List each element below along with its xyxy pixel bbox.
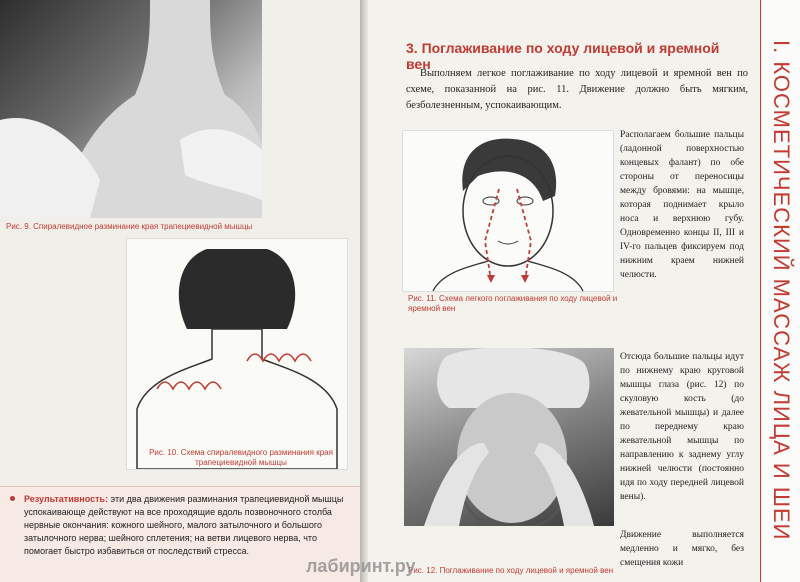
- instruction-paragraph-1: Располагаем большие пальцы (ладонной поверхностью концевых фалант) по обе стороны от переносицы между бровями: на мышце, которая поднимает крыло носа и верхнюю губу. Одновременно концы II, III и IV-го пальцев фиксируем под нижним краем нижней челюсти.: [620, 130, 744, 280]
- intro-paragraph: Выполняем легкое поглаживание по ходу лицевой и яремной вен по схеме, показанной на рис. 11. Движение должно быть мягким, безболезненным, успокаивающим.: [406, 68, 748, 111]
- instruction-paragraph-2: Отсюда большие пальцы идут по нижнему краю круговой мышцы глаза (рис. 12) по скуловую кость (до жевательной мышцы) и далее по переднему краю жевательной мышцы по направлению к заднему углу нижней челюсти (постоянно идя по ходу передней лицевой вены).: [620, 352, 744, 502]
- figure-9-caption: Рис. 9. Спиралевидное разминание края трапециевидной мышцы: [6, 222, 253, 231]
- figure-11-caption: Рис. 11. Схема легкого поглаживания по ходу лицевой и яремной вен: [408, 294, 618, 313]
- right-page: [368, 0, 800, 582]
- figure-10-caption: Рис. 10. Схема спиралевидного разминания края трапециевидной мышцы: [149, 448, 333, 467]
- result-label: Результативность:: [24, 494, 109, 504]
- face-massage-photo: [404, 348, 614, 526]
- figure-12-caption: Рис. 12. Поглаживание по ходу лицевой и яремной вен: [408, 566, 614, 575]
- watermark: лабиринт.ру: [306, 556, 416, 576]
- chapter-side-title: I. КОСМЕТИЧЕСКИЙ МАССАЖ ЛИЦА И ШЕИ: [769, 40, 794, 541]
- back-massage-photo: [0, 0, 262, 218]
- result-body: эти два движения разминания трапециевидной мышцы успокаивающе действуют на все проходящие вдоль позвоночного столба нервные окончания: кожного шейного, малого затылочного и большого затылочного нерва; шейного сплетения; на ветви лицевого нерва, что помогает быстро избавиться от последствий стресса.: [24, 494, 344, 556]
- section-heading: 3. Поглаживание по ходу лицевой и яремной вен: [406, 40, 720, 72]
- face-scheme-drawing: [402, 130, 614, 292]
- left-page: [0, 0, 372, 582]
- bullet-icon: [10, 496, 15, 501]
- instruction-paragraph-3: Движение выполняется медленно и мягко, без смещения кожи: [620, 530, 744, 568]
- result-paragraph: [24, 493, 354, 558]
- neck-drawing: [126, 238, 348, 470]
